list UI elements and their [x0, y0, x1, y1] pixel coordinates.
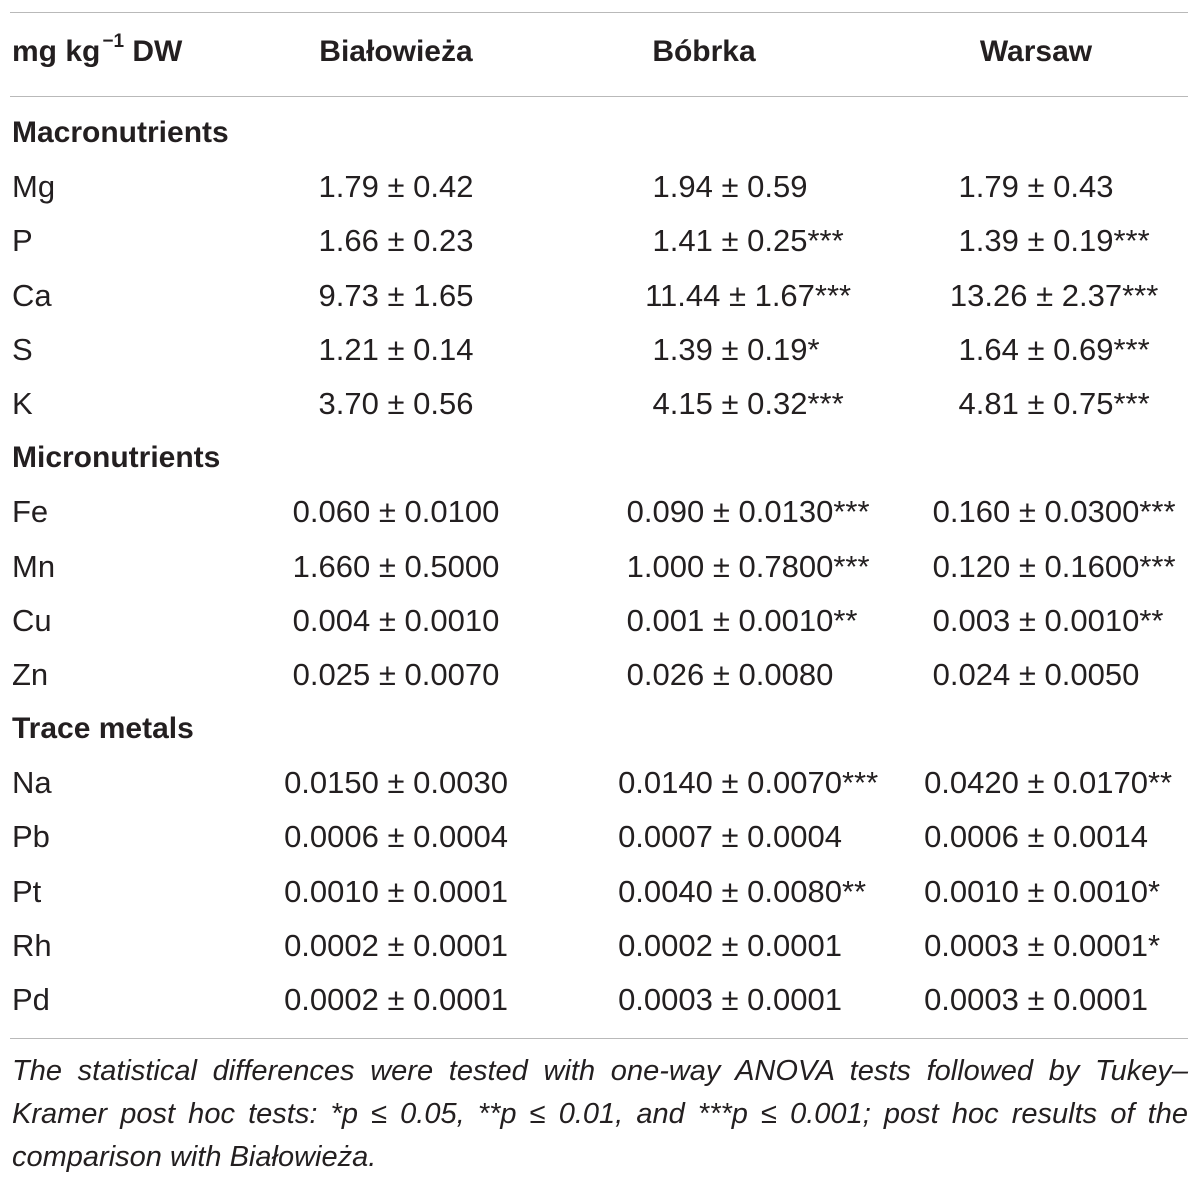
value-warsaw: 4.81 ± 0.75*** [886, 377, 1186, 431]
value-bobrka: 0.0140 ± 0.0070*** [580, 756, 880, 810]
value-bobrka [580, 973, 880, 1027]
value-bialowieza [246, 214, 546, 268]
value-bobrka: 0.090 ± 0.0130*** [580, 485, 880, 539]
value-bobrka [580, 160, 880, 214]
value-warsaw [886, 648, 1186, 702]
value-bialowieza [246, 160, 546, 214]
value-bobrka: 11.44 ± 1.67*** [580, 269, 880, 323]
table-row [0, 540, 1200, 594]
value-bobrka: 1.000 ± 0.7800*** [580, 540, 880, 594]
value-bialowieza [246, 865, 546, 919]
value-bobrka: 4.15 ± 0.32*** [580, 377, 880, 431]
value-warsaw: 1.39 ± 0.19*** [886, 214, 1186, 268]
value-bobrka-value: 1.000 ± 0.7800 [626, 548, 834, 584]
table-top-rule [10, 12, 1188, 13]
column-header-bobrka: Bóbrka [652, 35, 756, 68]
element-label: Pb [12, 819, 50, 855]
value-bobrka-value: 0.090 ± 0.0130 [626, 494, 834, 530]
element-label: Mg [12, 169, 56, 205]
value-warsaw: 0.120 ± 0.1600*** [886, 540, 1186, 594]
table-row [0, 214, 1200, 268]
value-bobrka-value: 1.41 ± 0.25 [652, 223, 808, 259]
value-bialowieza [246, 919, 546, 973]
value-bobrka [580, 919, 880, 973]
value-bobrka-value: 0.0040 ± 0.0080 [618, 873, 842, 909]
section-title: Trace metals [12, 712, 194, 746]
table-row [0, 269, 1200, 323]
value-warsaw-value: 0.003 ± 0.0010 [932, 602, 1140, 638]
value-bialowieza-value: 9.73 ± 1.65 [318, 277, 474, 313]
section-title: Macronutrients [12, 116, 229, 149]
value-warsaw: 13.26 ± 2.37*** [886, 269, 1186, 323]
value-bialowieza-value: 0.025 ± 0.0070 [292, 656, 500, 692]
element-label: Ca [12, 277, 52, 313]
value-warsaw-value: 0.160 ± 0.0300 [932, 494, 1140, 530]
value-bobrka-value: 0.001 ± 0.0010 [626, 602, 834, 638]
unit-label: mg kg [12, 35, 101, 68]
table-row [0, 973, 1200, 1027]
value-bobrka: 1.39 ± 0.19* [580, 323, 880, 377]
unit-exponent: −1 [102, 31, 125, 52]
element-label: Cu [12, 602, 52, 638]
table-row [0, 810, 1200, 864]
value-bialowieza-value: 0.004 ± 0.0010 [292, 602, 500, 638]
value-bobrka-value: 0.0003 ± 0.0001 [618, 982, 842, 1017]
value-bobrka-value: 1.39 ± 0.19 [652, 331, 808, 367]
table-header [0, 24, 1200, 80]
section-header-row [0, 702, 1200, 756]
value-bobrka: 0.0040 ± 0.0080** [580, 865, 880, 919]
value-warsaw-value: 0.120 ± 0.1600 [932, 548, 1140, 584]
value-bialowieza-value: 0.0006 ± 0.0004 [284, 819, 508, 855]
element-label: Zn [12, 656, 49, 692]
value-bialowieza [246, 485, 546, 539]
unit-suffix: DW [132, 35, 183, 68]
value-warsaw-value: 0.0006 ± 0.0014 [924, 819, 1148, 855]
value-bialowieza [246, 323, 546, 377]
element-label: Fe [12, 494, 49, 530]
value-bobrka: 1.41 ± 0.25*** [580, 214, 880, 268]
value-warsaw-value: 0.0420 ± 0.0170 [924, 765, 1148, 801]
value-warsaw-value: 13.26 ± 2.37 [949, 277, 1123, 313]
value-bialowieza [246, 648, 546, 702]
element-label: Rh [12, 927, 52, 963]
value-bobrka-value: 4.15 ± 0.32 [652, 385, 808, 421]
value-warsaw-value: 0.0003 ± 0.0001 [924, 982, 1148, 1017]
element-label: S [12, 331, 33, 367]
value-bialowieza-value: 1.66 ± 0.23 [318, 223, 474, 259]
value-warsaw: 0.003 ± 0.0010** [886, 594, 1186, 648]
element-label: Pd [12, 982, 50, 1017]
value-bobrka-value: 1.94 ± 0.59 [652, 169, 808, 205]
value-warsaw: 0.0010 ± 0.0010* [886, 865, 1186, 919]
section-title: Micronutrients [12, 441, 221, 475]
value-bialowieza [246, 540, 546, 594]
value-bialowieza-value: 1.21 ± 0.14 [318, 331, 474, 367]
unit-header [12, 24, 182, 80]
column-header-warsaw: Warsaw [979, 35, 1093, 68]
table-row [0, 377, 1200, 431]
value-bialowieza [246, 756, 546, 810]
value-bobrka [580, 648, 880, 702]
value-warsaw: 0.0003 ± 0.0001* [886, 919, 1186, 973]
value-bialowieza-value: 0.0002 ± 0.0001 [284, 982, 508, 1017]
element-label: P [12, 223, 33, 259]
value-warsaw-value: 4.81 ± 0.75 [958, 385, 1114, 421]
value-bobrka-value: 11.44 ± 1.67 [645, 277, 815, 313]
table-row [0, 648, 1200, 702]
table-row [0, 485, 1200, 539]
section-header-row [0, 431, 1200, 485]
value-bobrka [580, 810, 880, 864]
value-bialowieza [246, 377, 546, 431]
table-body [0, 106, 1200, 1027]
table-row [0, 323, 1200, 377]
value-bialowieza [246, 594, 546, 648]
value-warsaw-value: 1.64 ± 0.69 [958, 331, 1114, 367]
section-header-row [0, 106, 1200, 160]
value-bobrka-value: 0.0007 ± 0.0004 [618, 819, 842, 855]
table-row [0, 919, 1200, 973]
element-label: K [12, 385, 33, 421]
value-warsaw: 1.64 ± 0.69*** [886, 323, 1186, 377]
header-divider-rule [10, 96, 1188, 97]
value-warsaw [886, 973, 1186, 1027]
value-bialowieza-value: 1.79 ± 0.42 [318, 169, 474, 205]
value-warsaw [886, 810, 1186, 864]
value-bobrka: 0.001 ± 0.0010** [580, 594, 880, 648]
value-warsaw-value: 0.024 ± 0.0050 [932, 656, 1140, 692]
value-bialowieza-value: 3.70 ± 0.56 [318, 385, 474, 421]
element-label: Pt [12, 873, 42, 909]
value-warsaw-value: 0.0010 ± 0.0010 [924, 873, 1148, 909]
element-label: Na [12, 765, 52, 801]
table-footnote: The statistical differences were tested with one-way ANOVA tests followed by Tukey–Kramer post hoc tests: *p ≤ 0.05, **p ≤ 0.01, and ***p ≤ 0.001; post hoc results of the comparison with Białowieża. [12, 1055, 1188, 1173]
value-warsaw [886, 160, 1186, 214]
value-warsaw-value: 1.39 ± 0.19 [958, 223, 1114, 259]
value-warsaw: 0.160 ± 0.0300*** [886, 485, 1186, 539]
table-row [0, 594, 1200, 648]
value-bialowieza [246, 810, 546, 864]
element-label: Mn [12, 548, 56, 584]
table-row [0, 160, 1200, 214]
value-bialowieza-value: 0.0010 ± 0.0001 [284, 873, 508, 909]
value-bialowieza-value: 1.660 ± 0.5000 [292, 548, 500, 584]
value-bialowieza-value: 0.060 ± 0.0100 [292, 494, 500, 530]
value-bialowieza [246, 269, 546, 323]
value-bobrka-value: 0.026 ± 0.0080 [626, 656, 834, 692]
value-warsaw-value: 0.0003 ± 0.0001 [924, 927, 1148, 963]
table-row [0, 865, 1200, 919]
value-bialowieza-value: 0.0002 ± 0.0001 [284, 927, 508, 963]
value-warsaw: 0.0420 ± 0.0170** [886, 756, 1186, 810]
table-row [0, 756, 1200, 810]
value-bobrka-value: 0.0002 ± 0.0001 [618, 927, 842, 963]
value-bobrka-value: 0.0140 ± 0.0070 [618, 765, 842, 801]
column-header-bialowieza: Białowieża [319, 35, 473, 68]
value-warsaw-value: 1.79 ± 0.43 [958, 169, 1114, 205]
value-bialowieza [246, 973, 546, 1027]
table-bottom-rule [10, 1038, 1188, 1039]
value-bialowieza-value: 0.0150 ± 0.0030 [284, 765, 508, 801]
